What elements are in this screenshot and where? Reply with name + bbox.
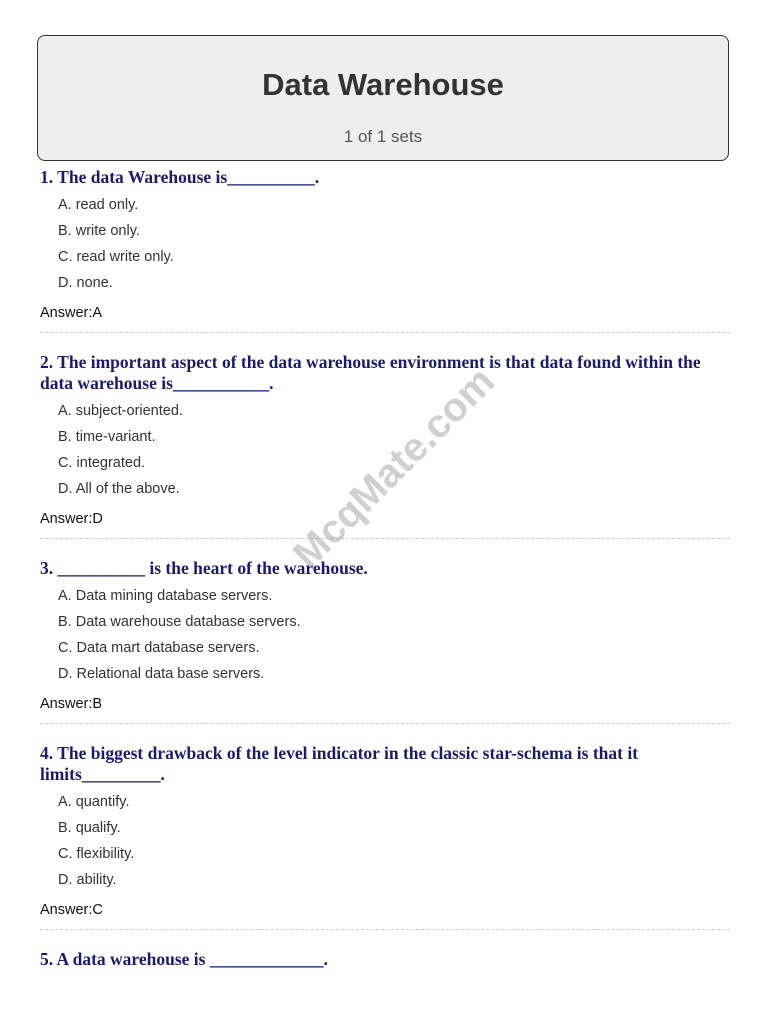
option-a: A. subject-oriented.	[58, 403, 183, 419]
header-box	[37, 35, 729, 161]
answer: Answer:C	[40, 902, 103, 918]
watermark: McqMate.com	[284, 358, 504, 578]
question-5	[40, 949, 730, 984]
question-text: 5. A data warehouse is _____________.	[40, 949, 328, 969]
question-3	[40, 558, 730, 724]
option-c: C. read write only.	[58, 249, 174, 265]
question-text: 4. The biggest drawback of the level indicator in the classic star-schema is that it limits_________.	[40, 743, 639, 784]
question-4	[40, 743, 730, 930]
question-list	[40, 167, 730, 1003]
answer: Answer:B	[40, 696, 103, 712]
answer: Answer:D	[40, 511, 103, 527]
set-label: 1 of 1 sets	[343, 127, 423, 146]
option-c: C. Data mart database servers.	[58, 640, 260, 656]
option-d: D. All of the above.	[58, 481, 180, 497]
question-text: 3. __________ is the heart of the warehouse.	[40, 558, 368, 578]
question-2	[40, 352, 730, 539]
option-d: D. ability.	[58, 872, 117, 888]
option-c: C. integrated.	[58, 455, 146, 471]
option-c: C. flexibility.	[58, 846, 135, 862]
option-d: D. Relational data base servers.	[58, 666, 265, 682]
option-b: B. write only.	[58, 223, 140, 239]
option-b: B. time-variant.	[58, 429, 156, 445]
page-title: Data Warehouse	[262, 67, 504, 102]
question-text: 1. The data Warehouse is__________.	[40, 167, 320, 187]
option-a: A. Data mining database servers.	[58, 588, 273, 604]
answer: Answer:A	[40, 305, 103, 321]
question-text: 2. The important aspect of the data warehouse environment is that data found within the data warehouse is___________.	[40, 352, 701, 393]
question-1	[40, 167, 730, 333]
option-d: D. none.	[58, 275, 113, 291]
option-b: B. qualify.	[58, 820, 121, 836]
option-a: A. quantify.	[58, 794, 130, 810]
option-a: A. read only.	[58, 197, 139, 213]
option-b: B. Data warehouse database servers.	[58, 614, 301, 630]
